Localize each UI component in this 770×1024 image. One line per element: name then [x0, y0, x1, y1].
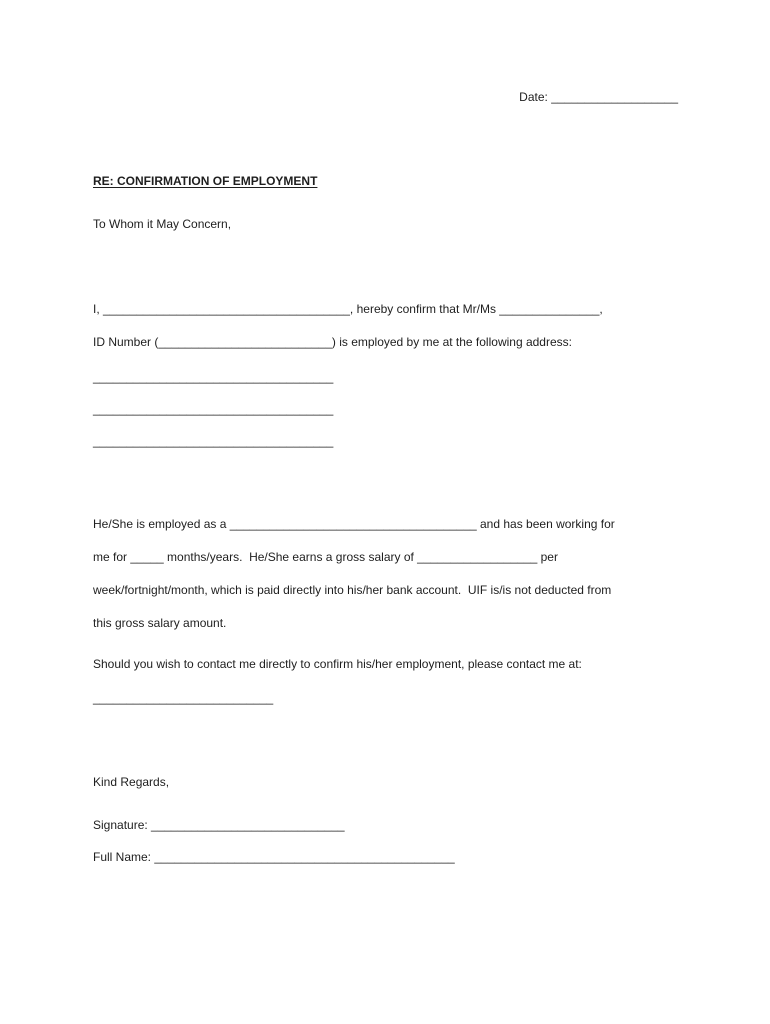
- salutation: To Whom it May Concern,: [93, 217, 232, 231]
- date-line: Date: ___________________: [519, 90, 678, 104]
- contact-line: Should you wish to contact me directly to confirm his/her employment, please contact me at:: [93, 657, 582, 671]
- address-line-1: ____________________________________: [93, 370, 334, 384]
- body-line-2: me for _____ months/years. He/She earns a gross salary of __________________ per: [93, 550, 558, 564]
- body-line-1: He/She is employed as a _____________________________________ and has been working for: [93, 517, 615, 531]
- full-name-line: Full Name: _____________________________________________: [93, 850, 455, 864]
- contact-blank: ___________________________: [93, 691, 274, 705]
- body-line-3: week/fortnight/month, which is paid directly into his/her bank account. UIF is/is not deducted from: [93, 583, 612, 597]
- subject-heading: RE: CONFIRMATION OF EMPLOYMENT: [93, 174, 318, 188]
- address-line-3: ____________________________________: [93, 434, 334, 448]
- closing: Kind Regards,: [93, 775, 170, 789]
- intro-line-1: I, _____________________________________, hereby confirm that Mr/Ms _______________,: [93, 302, 603, 316]
- body-line-4: this gross salary amount.: [93, 616, 227, 630]
- address-line-2: ____________________________________: [93, 402, 334, 416]
- signature-line: Signature: _____________________________: [93, 818, 345, 832]
- intro-line-2: ID Number (__________________________) is employed by me at the following address:: [93, 335, 572, 349]
